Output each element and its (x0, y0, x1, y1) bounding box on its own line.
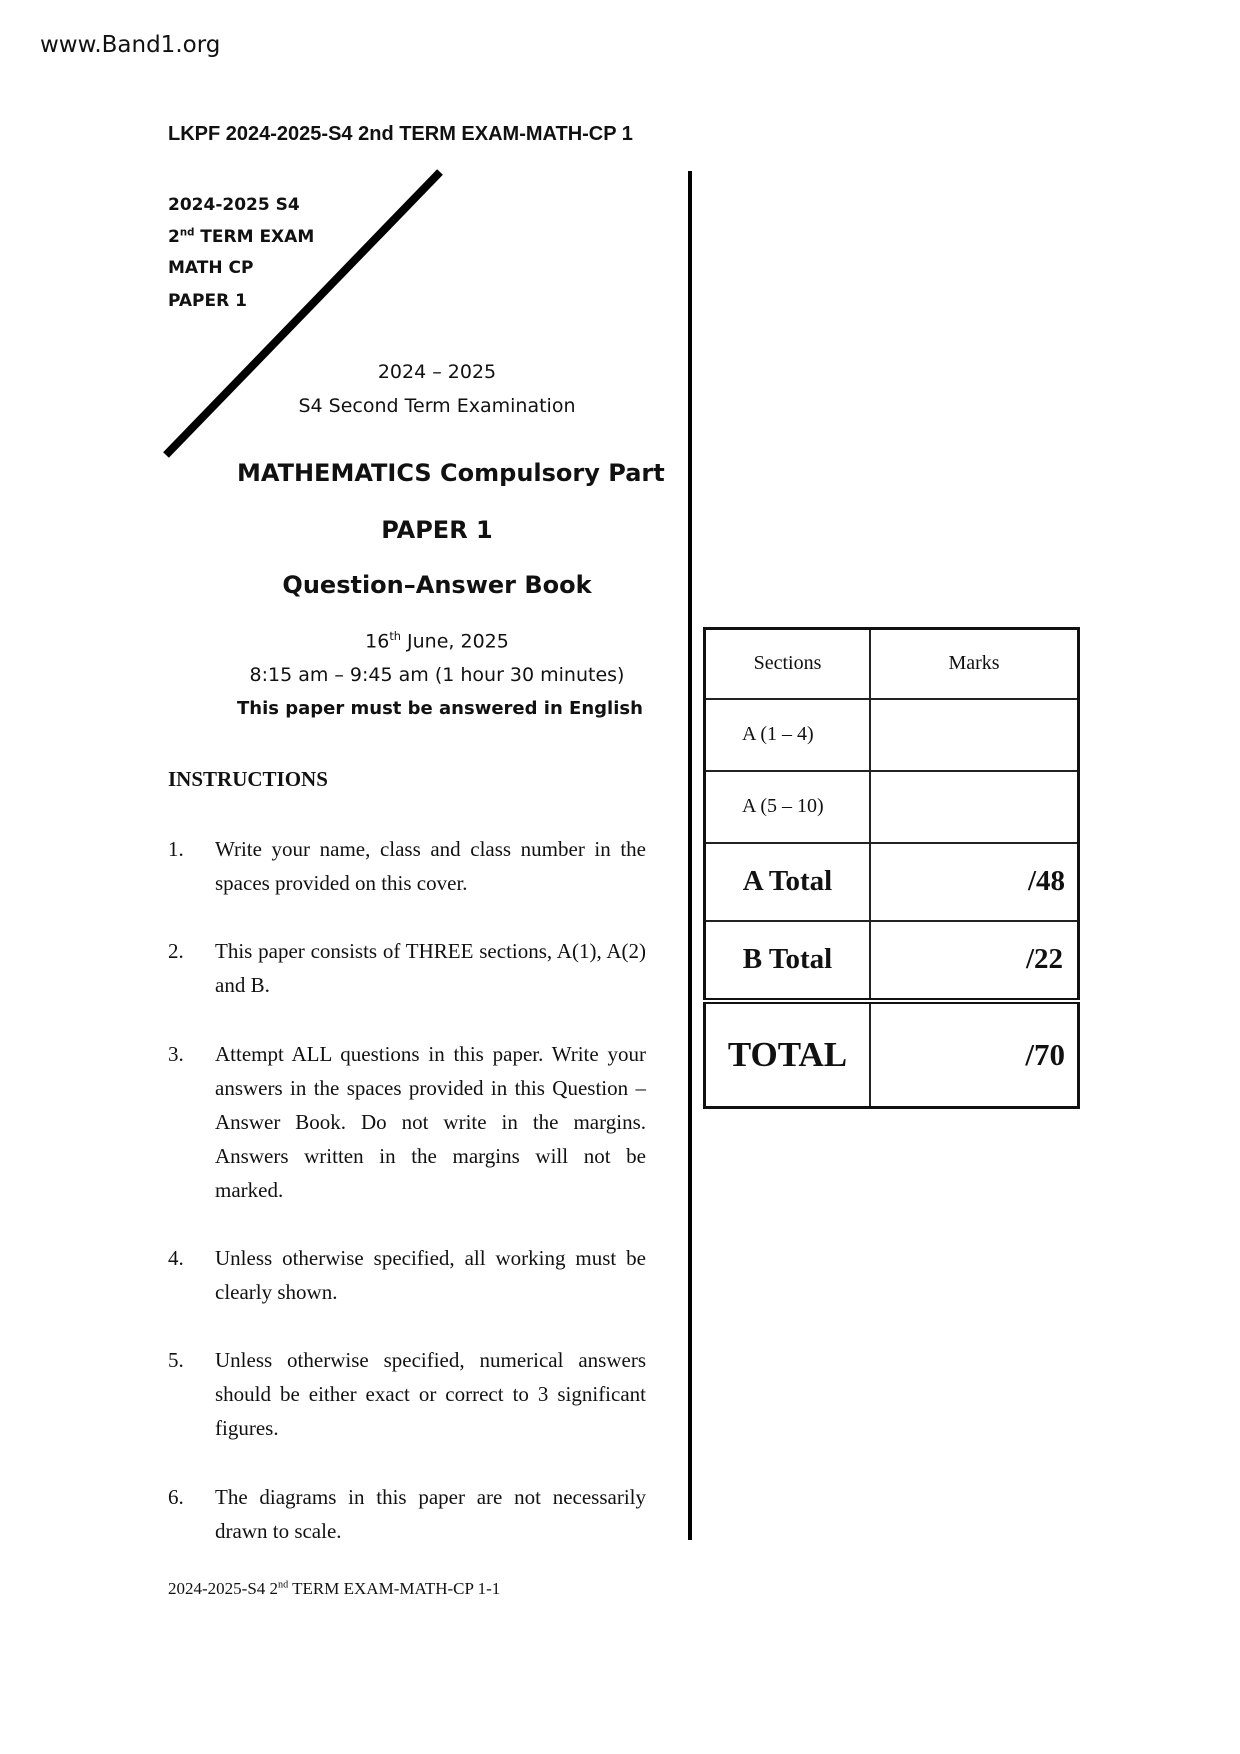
instruction-item: 6. The diagrams in this paper are not necessarily drawn to scale. (168, 1485, 646, 1543)
header-marks: Marks (870, 629, 1079, 699)
corner-year: 2024-2025 S4 (168, 195, 300, 215)
header-sections: Sections (705, 629, 871, 699)
marks-cell[interactable] (870, 699, 1079, 771)
instruction-item: 5. Unless otherwise specified, numerical answers should be either exact or correct to 3 significant figures. (168, 1348, 646, 1440)
watermark-url: www.Band1.org (40, 32, 221, 58)
marks-table (703, 627, 1080, 1109)
table-row (705, 771, 1079, 843)
exam-year: 2024 – 2025 (377, 361, 497, 383)
corner-paper: PAPER 1 (168, 291, 247, 311)
corner-subject: MATH CP (168, 258, 254, 278)
page-footer: 2024-2025-S4 2nd TERM EXAM-MATH-CP 1-1 (168, 1579, 501, 1598)
table-row (705, 699, 1079, 771)
section-cell: B Total (705, 921, 871, 1001)
table-row (705, 843, 1079, 921)
marks-cell[interactable]: /70 (870, 1001, 1079, 1108)
marks-cell[interactable]: /22 (870, 921, 1079, 1001)
corner-term: 2nd TERM EXAM (168, 227, 315, 247)
instruction-item: 3. Attempt ALL questions in this paper. Write your answers in the spaces provided in this Question – Answer Book. Do not write in the margins. Answers written in the margins will not be marked. (168, 1042, 646, 1202)
table-header-row (705, 629, 1079, 699)
section-cell: TOTAL (705, 1001, 871, 1108)
instruction-item: 2. This paper consists of THREE sections, A(1), A(2) and B. (168, 939, 646, 997)
instruction-item: 4. Unless otherwise specified, all working must be clearly shown. (168, 1246, 646, 1304)
paper-title: PAPER 1 (381, 516, 493, 544)
marks-cell[interactable] (870, 771, 1079, 843)
subject-title: MATHEMATICS Compulsory Part (237, 459, 665, 487)
book-title: Question–Answer Book (282, 571, 592, 599)
language-note: This paper must be answered in English (237, 698, 643, 719)
exam-time: 8:15 am – 9:45 am (1 hour 30 minutes) (249, 664, 625, 686)
instructions-heading: INSTRUCTIONS (168, 767, 328, 791)
section-cell: A Total (705, 843, 871, 921)
section-cell: A (5 – 10) (705, 771, 871, 843)
exam-date: 16th June, 2025 (365, 629, 509, 653)
table-row (705, 921, 1079, 1001)
page-header: LKPF 2024-2025-S4 2nd TERM EXAM-MATH-CP 1 (168, 123, 633, 145)
exam-name: S4 Second Term Examination (298, 395, 576, 417)
section-cell: A (1 – 4) (705, 699, 871, 771)
table-row (705, 1001, 1079, 1108)
instruction-item: 1. Write your name, class and class number in the spaces provided on this cover. (168, 837, 646, 895)
marks-cell[interactable]: /48 (870, 843, 1079, 921)
